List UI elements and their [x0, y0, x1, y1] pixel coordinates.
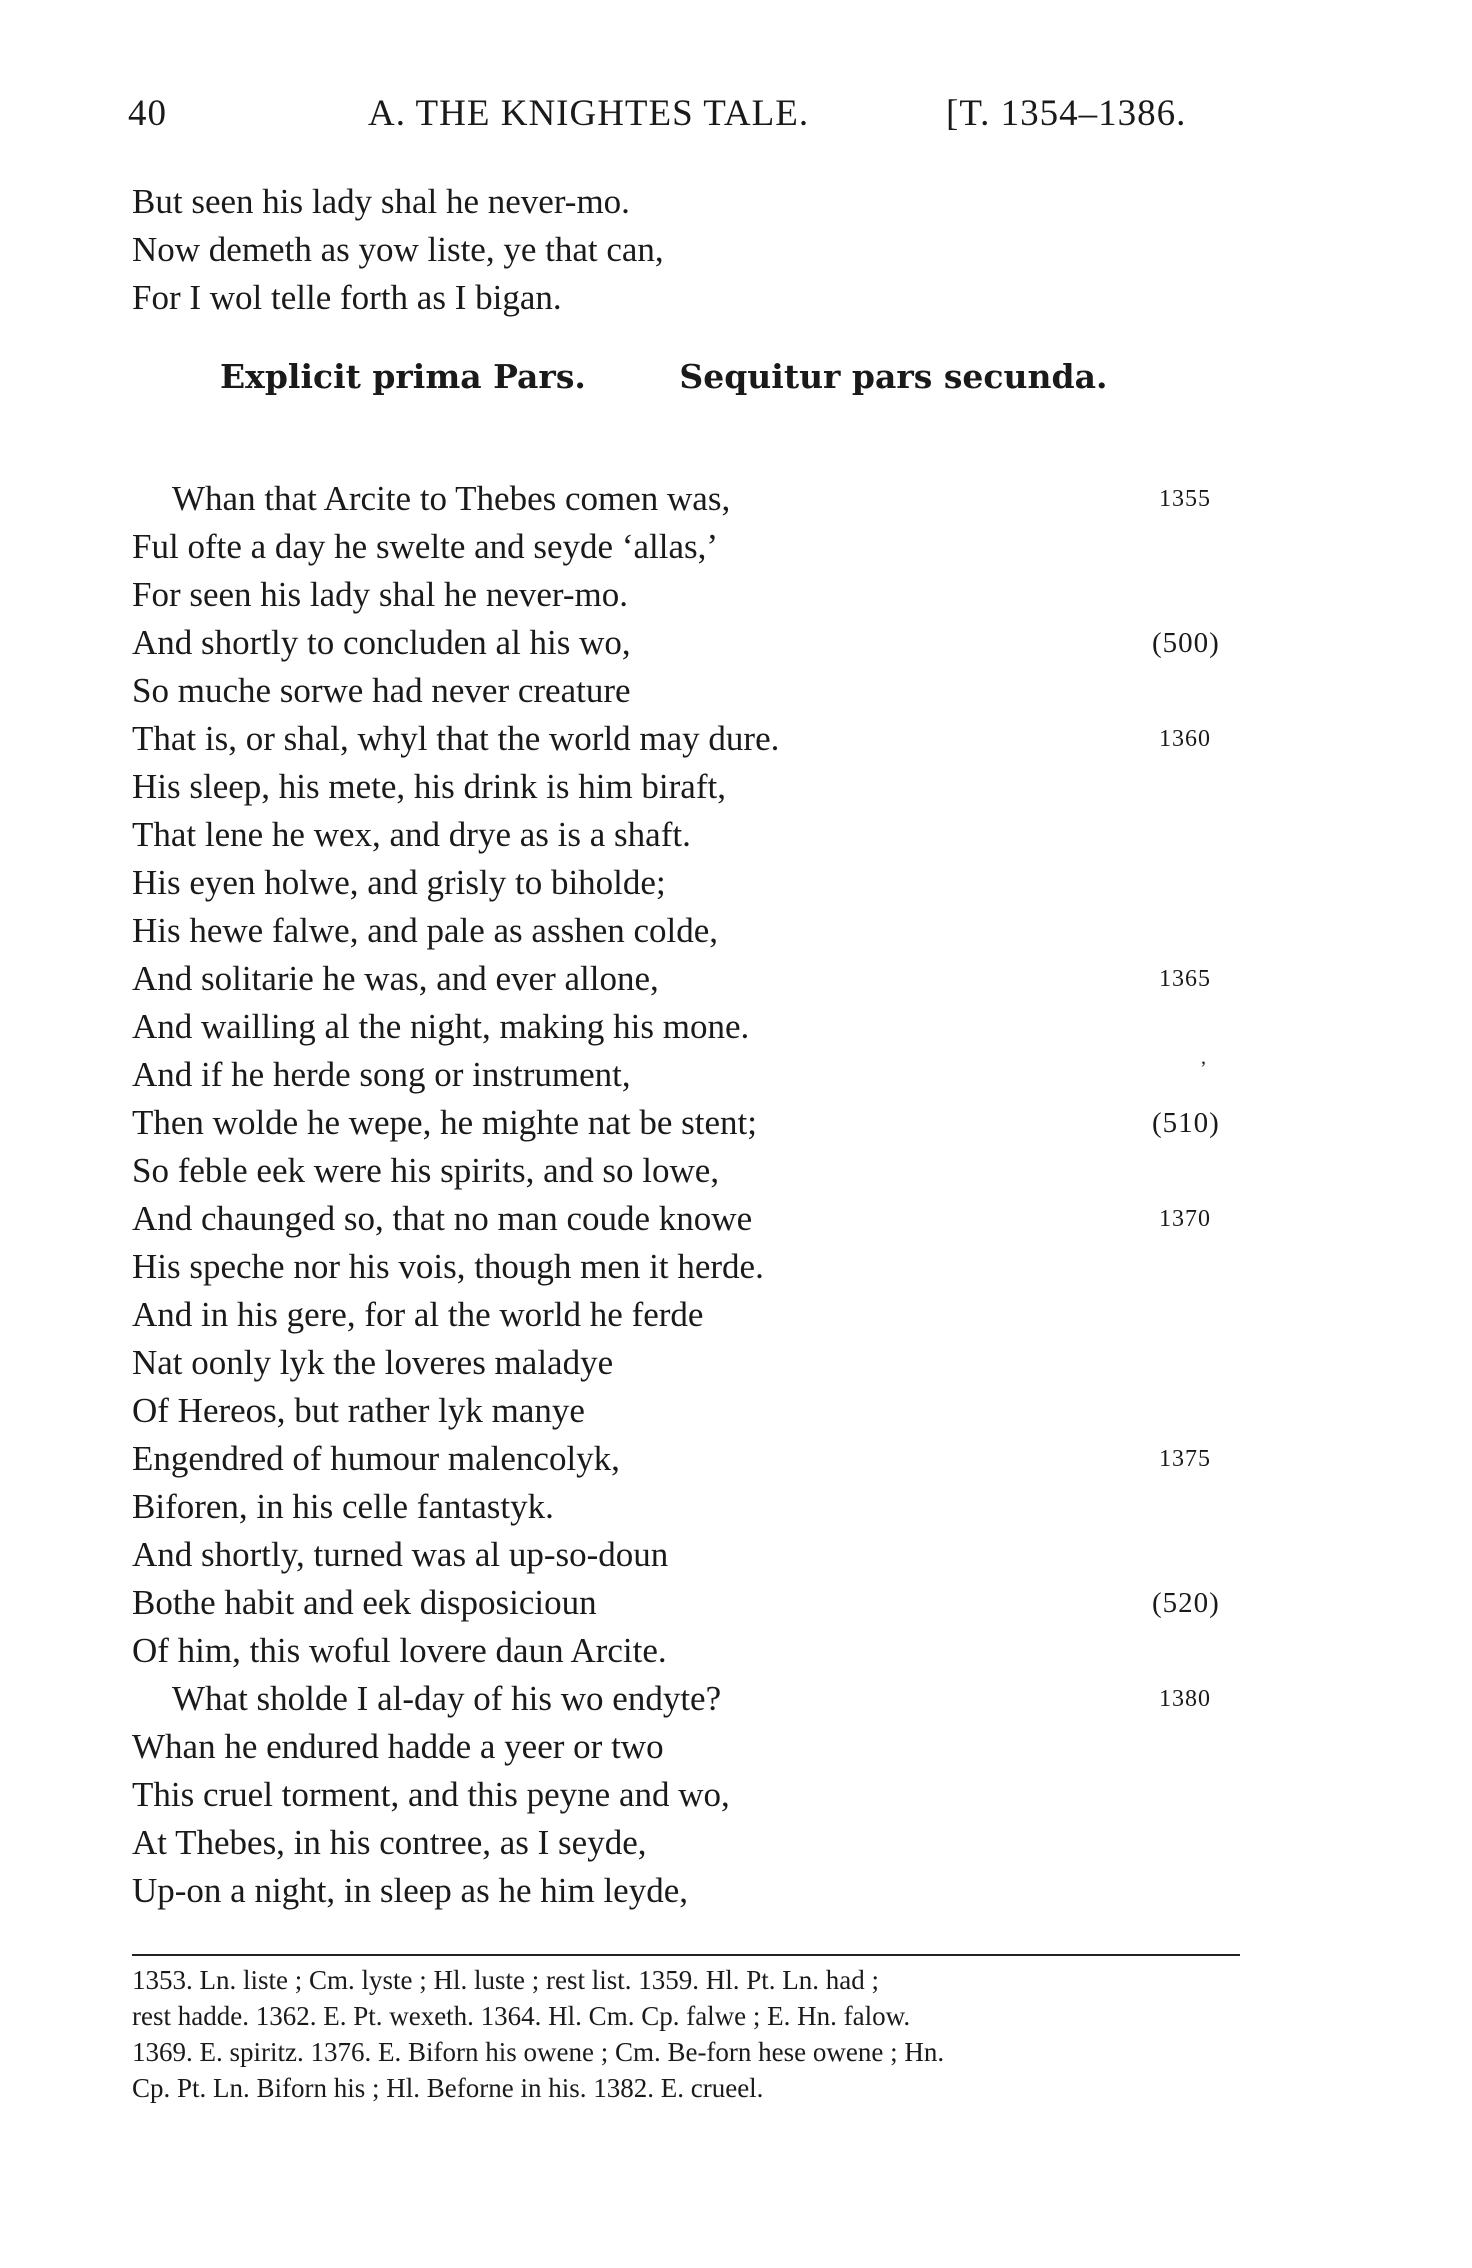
verse-text: So muche sorwe had never creature [132, 671, 631, 710]
verse-text: For seen his lady shal he never-mo. [132, 575, 628, 614]
verse-line [132, 1099, 1220, 1147]
verse-line [132, 667, 779, 715]
verse-line [132, 859, 779, 907]
verse-text: Bothe habit and eek disposicioun [132, 1583, 597, 1622]
verse-text: That lene he wex, and drye as is a shaft. [132, 815, 691, 854]
verse-text: And if he herde song or instrument, [132, 1055, 631, 1094]
top-verse-block [132, 178, 664, 322]
verse-line [132, 955, 1211, 1003]
verse-text: His eyen holwe, and grisly to biholde; [132, 863, 666, 902]
verse-line [132, 1387, 779, 1435]
verse-line [132, 1723, 779, 1771]
line-number: 1365 [1159, 966, 1211, 992]
verse-text: And in his gere, for al the world he ferde [132, 1295, 704, 1334]
verse-text: And shortly to concluden al his wo, [132, 623, 631, 662]
verse-line [132, 1531, 779, 1579]
verse-text: Engendred of humour malencolyk, [132, 1439, 620, 1478]
verse-line [132, 715, 1211, 763]
rubric-explicit: Explicit prima Pars. [220, 357, 586, 396]
verse-line [132, 907, 779, 955]
verse-text: Biforen, in his celle fantastyk. [132, 1487, 554, 1526]
line-number: (520) [1152, 1587, 1220, 1619]
verse-text: Then wolde he wepe, he mighte nat be stent; [132, 1103, 757, 1142]
verse-text: So feble eek were his spirits, and so lowe, [132, 1151, 720, 1190]
footnote-line: rest hadde. 1362. E. Pt. wexeth. 1364. Hl. Cm. Cp. falwe ; E. Hn. falow. [132, 2001, 911, 2031]
verse-line [132, 1051, 779, 1099]
verse-line [132, 811, 779, 859]
verse-line [132, 571, 779, 619]
verse-line [132, 1243, 779, 1291]
verse-text: And shortly, turned was al up-so-doun [132, 1535, 669, 1574]
verse-line [132, 475, 1211, 523]
verse-line: For I wol telle forth as I bigan. [132, 278, 562, 317]
main-verse-block [132, 475, 1220, 1915]
line-number: 1380 [1159, 1686, 1211, 1712]
verse-text: This cruel torment, and this peyne and wo, [132, 1775, 730, 1814]
verse-line: Now demeth as yow liste, ye that can, [132, 230, 664, 269]
footnote-line: Cp. Pt. Ln. Biforn his ; Hl. Beforne in his. 1382. E. crueel. [132, 2073, 764, 2103]
verse-text: What sholde I al-day of his wo endyte? [172, 1679, 722, 1718]
verse-line [132, 1819, 779, 1867]
verse-line [132, 1627, 779, 1675]
verse-line [132, 1867, 779, 1915]
verse-line [132, 1579, 1220, 1627]
footnote-line: 1353. Ln. liste ; Cm. lyste ; Hl. luste ; rest list. 1359. Hl. Pt. Ln. had ; [132, 1965, 879, 1995]
verse-text: Whan that Arcite to Thebes comen was, [172, 479, 731, 518]
verse-line: But seen his lady shal he never-mo. [132, 182, 630, 221]
verse-text: Up-on a night, in sleep as he him leyde, [132, 1871, 688, 1910]
verse-line [132, 523, 779, 571]
verse-text: Whan he endured hadde a yeer or two [132, 1727, 664, 1766]
footnote-rule [132, 1954, 1240, 1956]
verse-text: His sleep, his mete, his drink is him biraft, [132, 767, 726, 806]
verse-text: And chaunged so, that no man coude knowe [132, 1199, 753, 1238]
verse-line [132, 1771, 779, 1819]
line-number: 1375 [1159, 1446, 1211, 1472]
running-header [128, 92, 1228, 142]
line-number: 1370 [1159, 1206, 1211, 1232]
verse-line [132, 1675, 1211, 1723]
line-number: (500) [1152, 627, 1220, 659]
verse-text: And wailling al the night, making his mone. [132, 1007, 750, 1046]
line-number: 1355 [1159, 486, 1211, 512]
footnotes [132, 1962, 1240, 2106]
line-number: 1360 [1159, 726, 1211, 752]
verse-text: At Thebes, in his contree, as I seyde, [132, 1823, 647, 1862]
verse-text: That is, or shal, whyl that the world may dure. [132, 719, 780, 758]
verse-line [132, 1291, 779, 1339]
verse-line [132, 763, 779, 811]
footnote-line: 1369. E. spiritz. 1376. E. Biforn his owene ; Cm. Be-forn hese owene ; Hn. [132, 2037, 945, 2067]
verse-line [132, 1147, 779, 1195]
verse-line [132, 1003, 779, 1051]
verse-line [132, 1435, 1211, 1483]
verse-line [132, 1483, 779, 1531]
verse-text: And solitarie he was, and ever allone, [132, 959, 659, 998]
verse-line [132, 619, 1220, 667]
line-range: [T. 1354–1386. [946, 93, 1187, 134]
verse-text: Of him, this woful lovere daun Arcite. [132, 1631, 667, 1670]
stray-mark: ʼ [1200, 1058, 1207, 1080]
running-title: A. THE KNIGHTES TALE. [368, 93, 810, 134]
verse-text: His speche nor his vois, though men it herde. [132, 1247, 764, 1286]
verse-text: His hewe falwe, and pale as asshen colde, [132, 911, 719, 950]
rubric-sequitur: Sequitur pars secunda. [679, 357, 1108, 396]
verse-text: Ful ofte a day he swelte and seyde ‘allas,’ [132, 527, 719, 566]
section-rubric [220, 357, 1107, 396]
page-number: 40 [128, 93, 167, 134]
verse-text: Of Hereos, but rather lyk manye [132, 1391, 585, 1430]
line-number: (510) [1152, 1107, 1220, 1139]
verse-text: Nat oonly lyk the loveres maladye [132, 1343, 614, 1382]
verse-line [132, 1195, 1211, 1243]
verse-line [132, 1339, 779, 1387]
